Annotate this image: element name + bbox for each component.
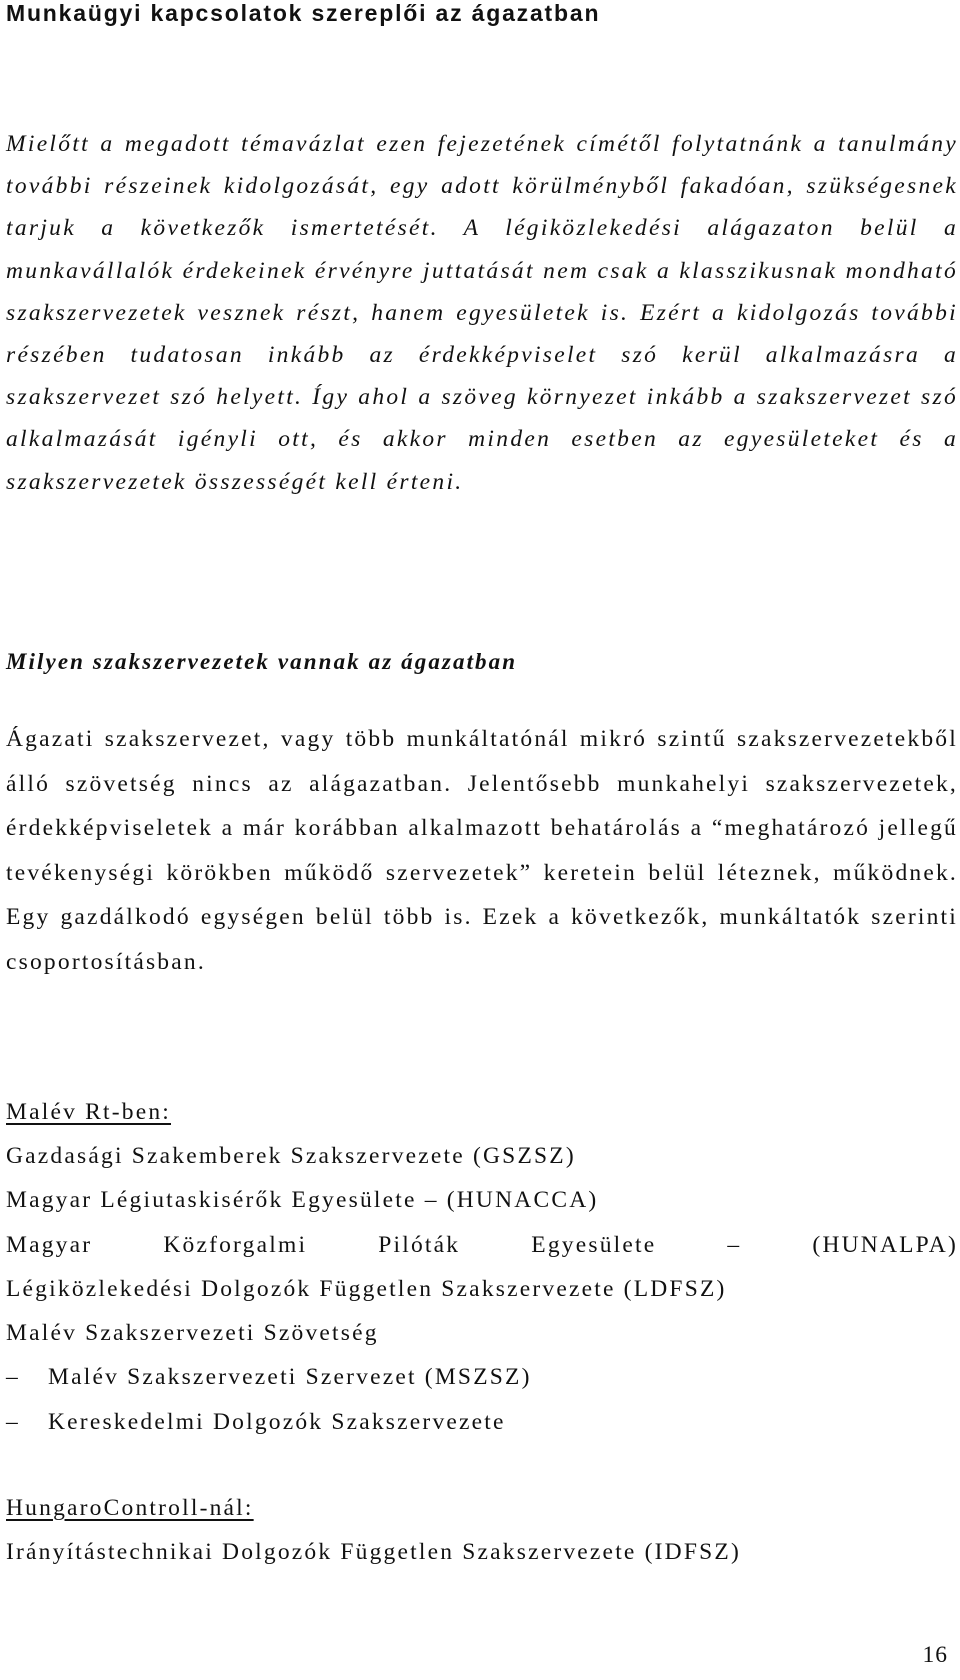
hungarocontrol-organization-list [6,1486,958,1574]
list-item: Malév Szakszervezeti Szövetség [6,1320,379,1347]
sub-list-item [6,1400,958,1444]
dash-marker: – [6,1364,20,1391]
malev-organization-list [6,1090,958,1444]
sub-list-item-label: Malév Szakszervezeti Szervezet (MSZSZ) [48,1364,532,1391]
list-item: Magyar Légiutaskisérők Egyesülete – (HUNACCA) [6,1187,599,1214]
body-paragraph: Ágazati szakszervezet, vagy több munkáltatónál mikró szintű szakszervezetekből álló szövetség nincs az alágazatban. Jelentősebb munkahelyi szakszervezetek, érdekképviseletek a már korábban alkalmazott behatárolás a “meghatározó jellegű tevékenységi körökben működő szervezetek” keretein belül léteznek, működnek. Egy gazdálkodó egységen belül több is. Ezek a következők, munkáltatók szerinti csoportosításban. [6,726,958,975]
list-item: Gazdasági Szakemberek Szakszervezete (GSZSZ) [6,1143,576,1169]
list-item: Magyar Közforgalmi Pilóták Egyesülete – (HUNALPA) [6,1231,958,1258]
sub-list-item-label: Kereskedelmi Dolgozók Szakszervezete [48,1408,506,1435]
document-page [6,0,958,1680]
hungarocontrol-list-title: HungaroControll-nál: [6,1495,254,1521]
dash-marker: – [6,1408,20,1435]
sub-list-item [6,1355,958,1399]
malev-list-title: Malév Rt-ben: [6,1099,171,1125]
intro-paragraph: Mielőtt a megadott témavázlat ezen fejezetének címétől folytatnánk a tanulmány további részeinek kidolgozását, egy adott körülményből fakadóan, szükségesnek tarjuk a következők ismertetését. A légiközlekedési alágazaton belül a munkavállalók érdekeinek érvényre juttatását nem csak a klasszikusnak mondható szakszervezetek vesznek részt, hanem egyesületek is. Ezért a kidolgozás további részében tudatosan inkább az érdekképviselet szó kerül alkalmazásra a szakszervezet szó helyett. Így ahol a szöveg környezet inkább a szakszervezet szó alkalmazását igényli ott, és akkor minden esetben az egyesületeket és a szakszervezetek összességét kell érteni. [6,131,958,495]
page-number: 16 [922,1642,948,1668]
page-heading: Munkaügyi kapcsolatok szereplői az ágazatban [6,0,601,26]
list-item: Légiközlekedési Dolgozók Független Szakszervezete (LDFSZ) [6,1275,727,1302]
section-subheading: Milyen szakszervezetek vannak az ágazatban [6,649,518,674]
list-item: Irányítástechnikai Dolgozók Független Szakszervezete (IDFSZ) [6,1539,741,1565]
